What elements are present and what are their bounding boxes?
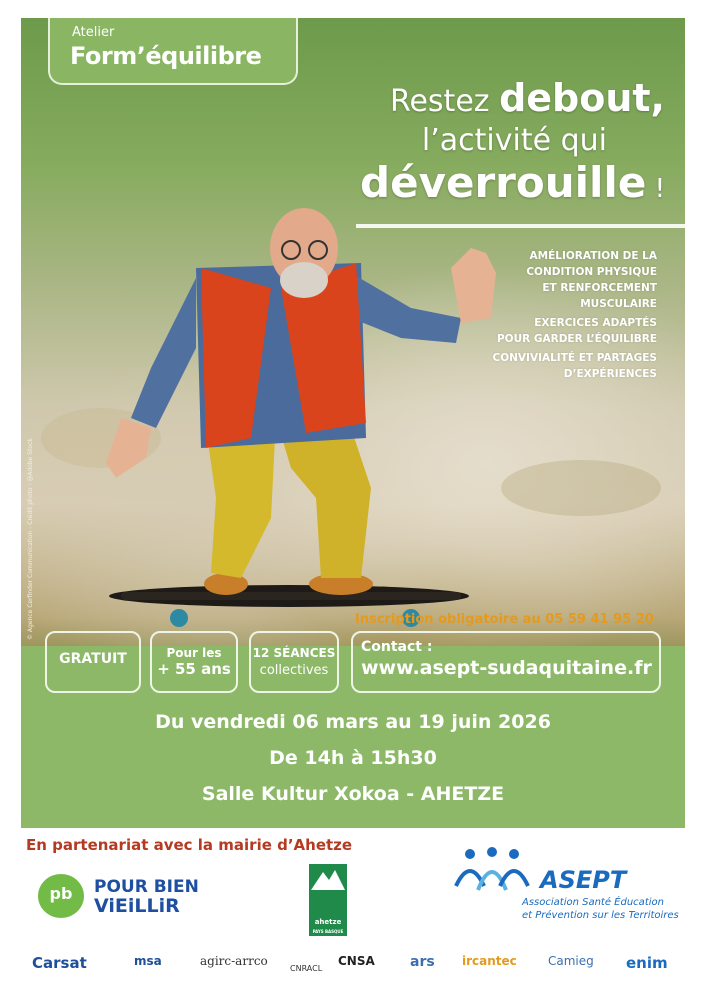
benefit-line: D’EXPÉRIENCES xyxy=(563,368,657,380)
agirc-arrco-logo: agirc-arrco xyxy=(200,954,268,968)
asept-subtitle-line-2: et Prévention sur les Territoires xyxy=(522,910,679,921)
headline-line-1-plain: Restez xyxy=(389,84,500,119)
contact-box xyxy=(351,631,661,693)
asept-people-icon xyxy=(452,846,542,902)
carsat-logo: Carsat xyxy=(32,954,87,972)
ircantec-logo: ircantec xyxy=(462,954,517,968)
asept-subtitle-line-1: Association Santé Éducation xyxy=(522,897,664,908)
asept-logo xyxy=(452,846,679,921)
benefit-line: EXERCICES ADAPTÉS xyxy=(534,317,657,329)
photo-credit: © Agence Cerfinder Communication - Crédit photo : @Adobe Stock xyxy=(27,438,34,640)
headline-line-1 xyxy=(360,78,665,122)
age-badge xyxy=(150,631,238,693)
asept-subtitle xyxy=(522,896,679,922)
gratuit-badge xyxy=(45,631,141,693)
benefit-line: ET RENFORCEMENT xyxy=(542,282,657,294)
cnracl-logo: CNRACL xyxy=(290,964,323,973)
camieg-logo: Camieg xyxy=(548,954,594,968)
benefit-line: POUR GARDER L’ÉQUILIBRE xyxy=(496,333,657,345)
schedule-dates: Du vendredi 06 mars au 19 juin 2026 xyxy=(155,711,551,733)
pbv-text xyxy=(94,878,199,916)
ahetze-logo-name: ahetze xyxy=(314,918,342,926)
age-line-2: + 55 ans xyxy=(157,660,231,678)
asept-name: ASEPT xyxy=(540,866,627,894)
headline-line-3-end: ! xyxy=(646,174,665,204)
pbv-line-2: ViEiLLiR xyxy=(94,895,180,917)
seances-line-1: 12 SÉANCES xyxy=(252,646,336,660)
ahetze-logo-sub: PAYS BASQUE xyxy=(312,929,344,934)
poster xyxy=(21,18,685,828)
enim-logo: enim xyxy=(626,954,668,972)
seances-line-2: collectives xyxy=(259,663,329,678)
headline-line-1-bold: debout, xyxy=(499,76,665,120)
benefit-line: CONVIVIALITÉ ET PARTAGES xyxy=(492,352,657,364)
contact-url-link[interactable]: www.asept-sudaquitaine.fr xyxy=(361,657,652,679)
schedule-place: Salle Kultur Xokoa - AHETZE xyxy=(201,783,505,805)
inscription-text: Inscription obligatoire au 05 59 41 95 20 xyxy=(355,612,654,627)
atelier-label: Atelier xyxy=(72,25,115,40)
headline xyxy=(360,78,665,212)
mountain-icon xyxy=(309,864,347,894)
msa-logo: msa xyxy=(134,954,162,968)
pbv-line-1: POUR BIEN xyxy=(94,877,199,897)
age-line-1: Pour les xyxy=(166,646,222,660)
seances-badge xyxy=(249,631,339,693)
headline-line-2: l’activité qui xyxy=(421,123,607,158)
benefit-line: AMÉLIORATION DE LA xyxy=(529,250,657,262)
partner-logos-row xyxy=(32,950,682,990)
schedule xyxy=(21,704,685,812)
schedule-hours: De 14h à 15h30 xyxy=(269,747,437,769)
ahetze-logo xyxy=(309,864,347,936)
headline-line-3-bold: déverrouille xyxy=(360,158,647,207)
gratuit-label: GRATUIT xyxy=(59,651,127,667)
headline-line-3 xyxy=(360,160,665,212)
atelier-title: Form’équilibre xyxy=(70,42,262,70)
atelier-header-box xyxy=(48,18,298,85)
partnership-text: En partenariat avec la mairie d’Ahetze xyxy=(26,836,353,854)
benefit-line: MUSCULAIRE xyxy=(580,298,657,310)
cnsa-logo: CNSA xyxy=(338,954,375,968)
contact-label: Contact : xyxy=(361,639,433,655)
pbv-bubble-icon: pb xyxy=(38,874,84,918)
ars-logo: ars xyxy=(410,954,435,970)
benefits-list xyxy=(493,248,658,385)
headline-divider xyxy=(356,224,685,228)
benefit-line: CONDITION PHYSIQUE xyxy=(526,266,657,278)
